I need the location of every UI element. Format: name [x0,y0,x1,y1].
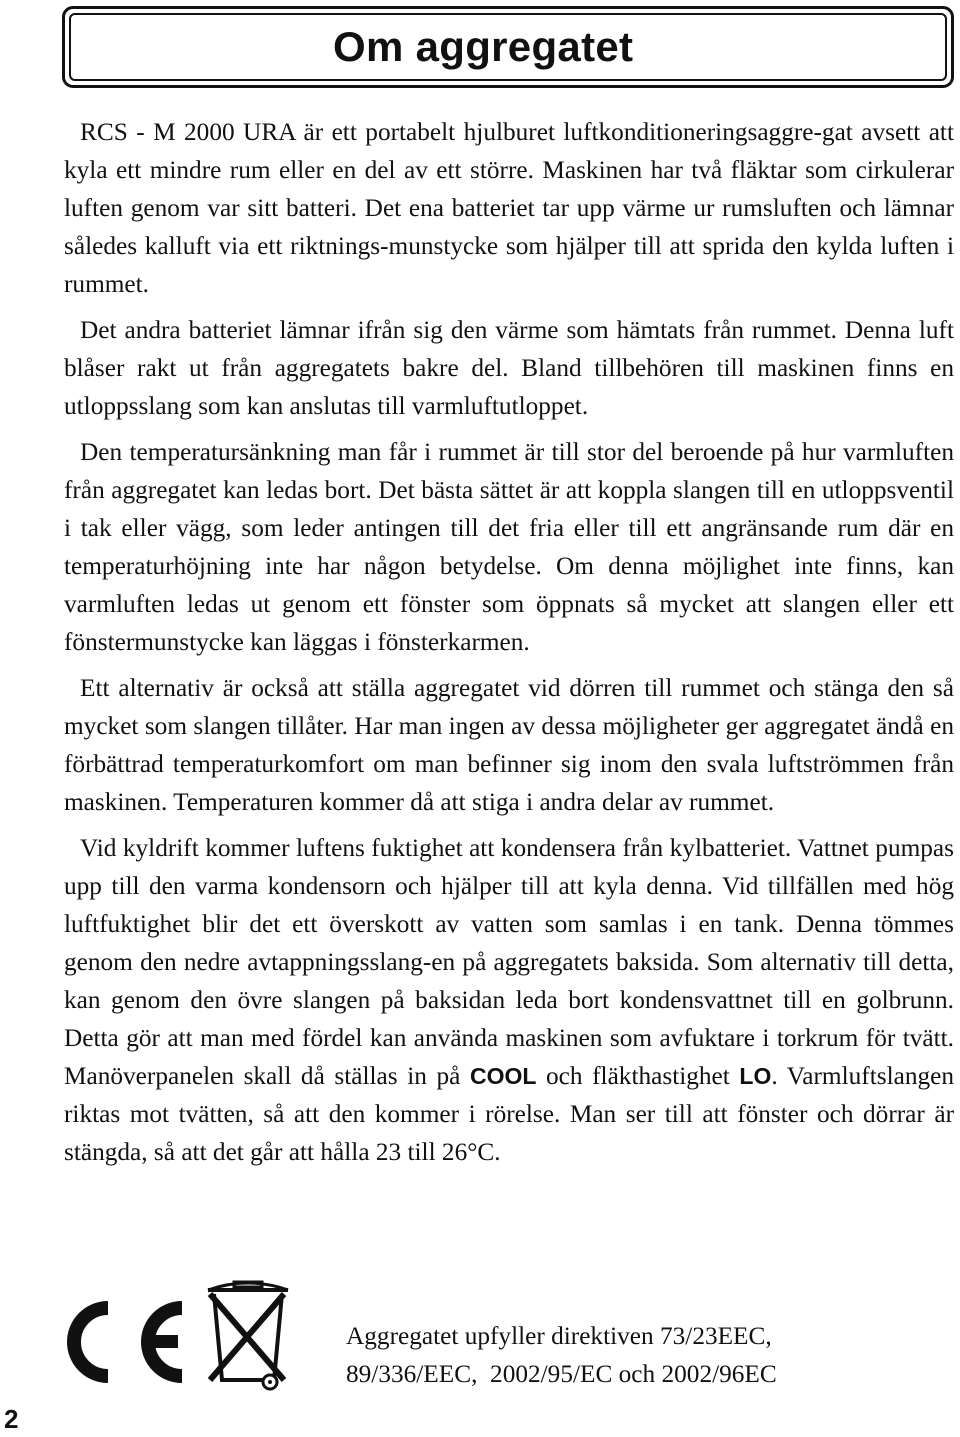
paragraph-temperature: Den temperatursänkning man får i rummet är till stor del beroende på hur varmluften från aggregatet kan ledas bort. Det bästa sättet är att koppla slangen till en utloppsventil i tak eller vägg, som leder antingen till det fria eller till ett angränsande rum där en temperaturhöjning inte har någon betydelse. Om denna möjlighet inte finns, kan varmluften ledas ut genom ett fönster som öppnats så mycket att slangen eller ett fönstermunstycke kan läggas i fönsterkarmen. [64,438,954,656]
directive-compliance-text [346,1317,777,1393]
condensation-text-c: . Varmluftslangen riktas mot tvätten, så att den kommer i rörelse. Man ser till att fönster och dörrar är stängda, så att det går att hålla 23 till 26°C. [64,1062,954,1166]
condensation-text-a: Vid kyldrift kommer luftens fuktighet att kondensera från kylbatteriet. Vattnet pumpas upp till den varma kondensorn och hjälper till att kyla denna. Vid tillfällen med hög luftfuktighet blir det ett överskott av vatten som samlas i en tank. Denna tömmes genom den nedre avtappningsslang-en på aggregatets baksida. Som alternativ till detta, kan genom den övre slangen på baksidan leda bort kondensvattnet till en golbrunn. Detta gör att man med fördel kan använda maskinen som avfuktare i torkrum för tvätt. Manöverpanelen skall då ställas in på [64,834,954,1090]
page-title: Om aggregatet [333,23,634,70]
title-box [62,6,954,88]
directive-line-1: Aggregatet upfyller direktiven 73/23EEC, [346,1322,772,1350]
paragraph-intro: RCS - M 2000 URA är ett portabelt hjulburet luftkonditioneringsaggre-gat avsett att kyla ett mindre rum eller en del av ett större. Maskinen har två fläktar som cirkulerar luften genom var sitt batteri. Det ena batteriet tar upp värme ur rumsluften och lämnar således kalluft via ett riktnings-munstycke som hjälper till att sprida den kylda luften i rummet. [64,118,954,298]
paragraph-alternative: Ett alternativ är också att ställa aggregatet vid dörren till rummet och stänga den så mycket som slangen tillåter. Har man ingen av dessa möjligheter ger aggregatet ändå en förbättrad temperaturkomfort om man befinner sig inom den svala luftströmmen från maskinen. Temperaturen kommer då att stiga i andra delar av rummet. [64,674,954,816]
crossed-out-wheelie-bin-icon [204,1276,292,1394]
paragraph-exhaust: Det andra batteriet lämnar ifrån sig den värme som hämtats från rummet. Denna luft blåser rakt ut från aggregatets bakre del. Bland tillbehören till maskinen finns en utloppsslang som kan anslutas till varmluftutloppet. [64,316,954,420]
body-text [64,113,954,1179]
ce-mark-icon [64,1294,196,1390]
cool-mode-label: COOL [469,1063,537,1089]
directive-line-2: 89/336/EEC, 2002/95/EC och 2002/96EC [346,1360,777,1388]
page-number: 2 [4,1404,19,1434]
title-frame [69,13,947,81]
paragraph-condensation [64,829,954,1171]
lo-fan-speed-label: LO [739,1063,772,1089]
condensation-text-b: och fläkthastighet [536,1062,740,1090]
